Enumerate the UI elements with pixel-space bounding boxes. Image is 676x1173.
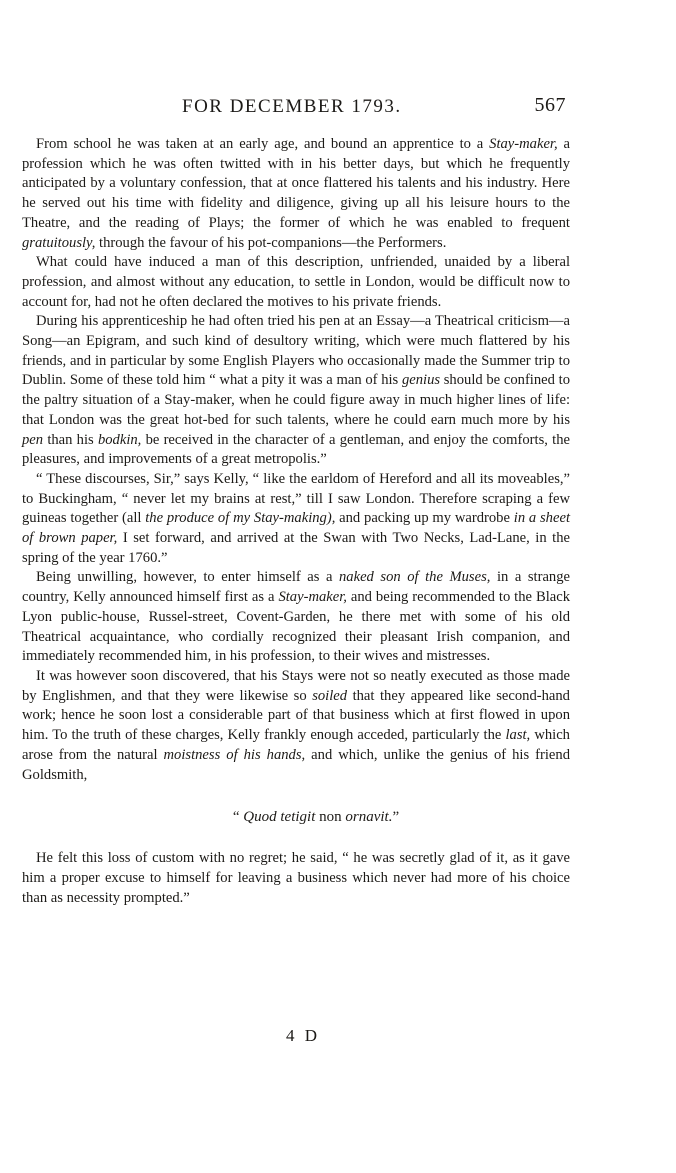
paragraph: From school he was taken at an early age, and bound an apprentice to a Stay-maker, a profession which he was often twitted with in his better days, but which he frequently anticipated by a voluntary confession, that at once flattered his talents and his industry. Here he served out his time with fidelity and diligence, giving up all his leisure hours to the Theatre, and the reading of Plays; the former of which he was enabled to frequent gratuitously, through the favour of his pot-companions—the Performers.: [22, 136, 570, 251]
page-header: [30, 96, 566, 126]
italic-run: soiled: [312, 687, 348, 704]
paragraph: During his apprenticeship he had often tried his pen at an Essay—a Theatrical criticism—a Song—an Epigram, and such kind of desultory writing, which were much flattered by his friends, and in particular by some English Players who occasionally made the Summer trip to Dublin. Some of these told him “ what a pity it was a man of his genius should be confined to the paltry situation of a Stay-maker, when he could figure away in much higher lines of life: that London was the great hot-bed for such talents, where he could earn much more by his pen than his bodkin, be received in the character of a gentleman, and enjoy the comforts, the pleasures, and improvements of a great metropolis.”: [22, 313, 570, 468]
italic-run: genius: [401, 372, 441, 389]
italic-run: bodkin,: [97, 431, 142, 448]
italic-run: gratuitously,: [22, 234, 96, 251]
italic-run: Stay-maker,: [489, 136, 558, 152]
paragraph: It was however soon discovered, that his Stays were not so neatly executed as those made by Englishmen, and that they were likewise so soiled that they appeared like second-hand work; hence he soon lost a considerable part of that business which at first flowed in upon him. To the truth of these charges, Kelly frankly enough acceded, particularly the last, which arose from the natural moistness of his hands, and which, unlike the genius of his friend Goldsmith,: [22, 667, 570, 783]
latin-quotation: “ Quod tetigit non ornavit.”: [232, 809, 400, 826]
page-number: 567: [534, 94, 566, 116]
paragraph: What could have induced a man of this description, unfriended, unaided by a liberal profession, and almost without any education, to settle in London, would be difficult now to account for, had not he often declared the motives to his private friends.: [22, 254, 570, 310]
italic-run: moistness of his hands,: [163, 746, 306, 763]
italic-run: the produce of my Stay-making),: [145, 510, 336, 527]
italic-run: last,: [505, 727, 531, 744]
italic-run: ornavit.: [345, 809, 393, 826]
body-text: [22, 135, 570, 908]
italic-run: pen: [22, 431, 44, 448]
italic-run: in a sheet of brown paper,: [22, 510, 570, 547]
paragraph: “ These discourses, Sir,” says Kelly, “ like the earldom of Hereford and all its moveables,” to Buckingham, “ never let my brains at rest,” till I saw London. Therefore scraping a few guineas together (all the produce of my Stay-making), and packing up my wardrobe in a sheet of brown paper, I set forward, and arrived at the Swan with Two Necks, Lad-Lane, in the spring of the year 1760.”: [22, 470, 570, 566]
italic-run: naked son of the Muses,: [339, 569, 491, 586]
paragraph: Being unwilling, however, to enter himself as a naked son of the Muses, in a strange country, Kelly announced himself first as a Stay-maker, and being recommended to the Black Lyon public-house, Russel-street, Covent-Garden, he there met with some of his old Theatrical acquaintance, who cordially recognized their pleasant Irish companion, and immediately recommended him, in his profession, to their wives and mistresses.: [22, 569, 570, 665]
paragraph: He felt this loss of custom with no regret; he said, “ he was secretly glad of it, as it gave him a proper excuse to himself for leaving a business which never had more of his choice than as necessity prompted.”: [22, 850, 570, 906]
running-head: FOR DECEMBER 1793.: [182, 96, 402, 117]
italic-run: Quod tetigit: [243, 809, 316, 826]
signature-mark: 4 D: [286, 1026, 321, 1045]
italic-run: Stay-maker,: [278, 589, 347, 606]
